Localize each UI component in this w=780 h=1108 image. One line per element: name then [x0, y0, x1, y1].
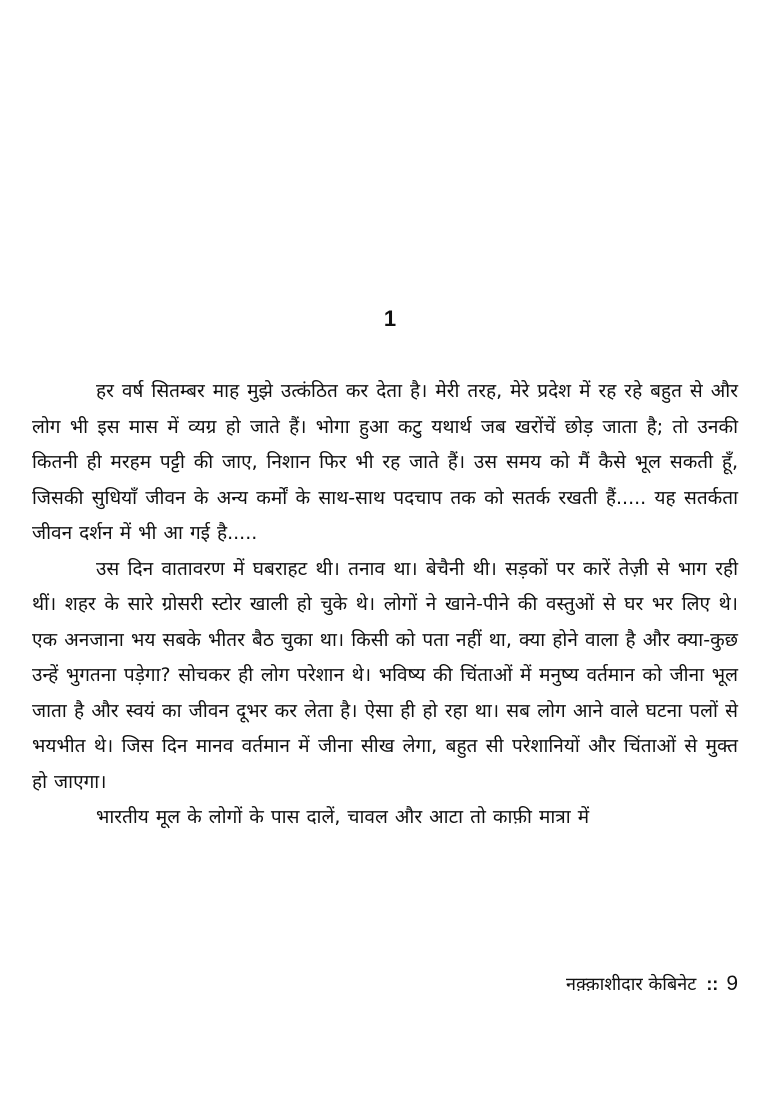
- paragraph-3: भारतीय मूल के लोगों के पास दालें, चावल और आटा तो काफ़ी मात्रा में: [96, 806, 590, 828]
- page-number: 9: [726, 972, 738, 995]
- running-title: नक़्क़ाशीदार केबिनेट: [565, 974, 697, 995]
- footer-separator: ::: [706, 974, 719, 994]
- chapter-number: 1: [383, 306, 397, 331]
- paragraph-2: उस दिन वातावरण में घबराहट थी। तनाव था। बेचैनी थी। सड़कों पर कारें तेज़ी से भाग रही थीं। शहर के सारे ग्रोसरी स्टोर खाली हो चुके थे। लोगों ने खाने-पीने की वस्तुओं से घर भर लिए थे। एक अनजाना भय सबके भीतर बैठ चुका था। किसी को पता नहीं था, क्या होने वाला है और क्या-कुछ उन्हें भुगतना पड़ेगा? सोचकर ही लोग परेशान थे। भविष्य की चिंताओं में मनुष्य वर्तमान को जीना भूल जाता है और स्वयं का जीवन दूभर कर लेता है। ऐसा ही हो रहा था। सब लोग आने वाले घटना पलों से भयभीत थे। जिस दिन मानव वर्तमान में जीना सीख लेगा, बहुत सी परेशानियों और चिंताओं से मुक्त हो जाएगा।: [32, 557, 738, 793]
- chapter-body: [32, 374, 738, 836]
- page-footer: [566, 972, 738, 996]
- paragraph-1: हर वर्ष सितम्बर माह मुझे उत्कंठित कर देता है। मेरी तरह, मेरे प्रदेश में रह रहे बहुत से और लोग भी इस मास में व्यग्र हो जाते हैं। भोगा हुआ कटु यथार्थ जब खरोंचें छोड़ जाता है; तो उनकी कितनी ही मरहम पट्टी की जाए, निशान फिर भी रह जाते हैं। उस समय को मैं कैसे भूल सकती हूँ, जिसकी सुधियाँ जीवन के अन्य कर्मों के साथ-साथ पदचाप तक को सतर्क रखती हैं..... यह सतर्कता जीवन दर्शन में भी आ गई है.....: [32, 380, 738, 544]
